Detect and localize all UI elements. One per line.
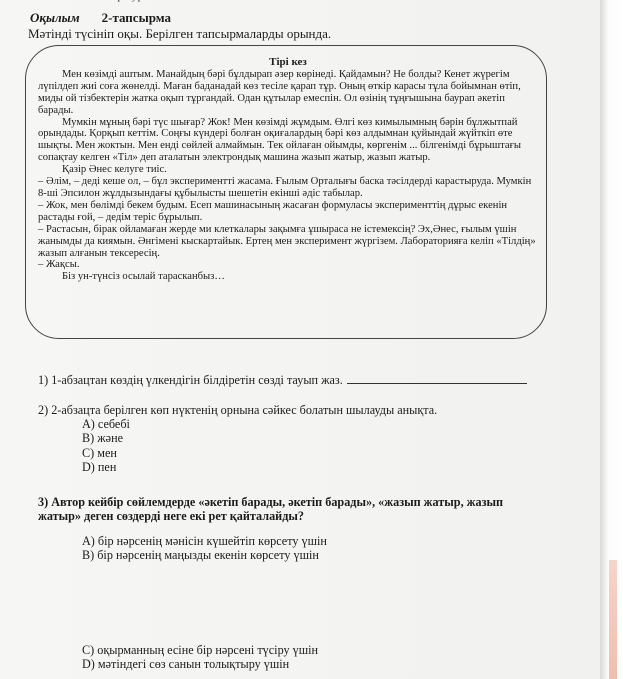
option-b: В) бір нәрсенің маңызды екенін көрсету үшін bbox=[82, 548, 319, 562]
question-1-text: 1) 1-абзацтан көздің үлкендігін білдіретін сөзді тауып жаз. bbox=[38, 373, 343, 387]
instruction-text: Мәтінді түсініп оқы. Берілген тапсырмаларды орында. bbox=[28, 26, 332, 41]
reading-paragraph: Мумкін мұның бәрі түс шығар? Жок! Мен көзімді жұмдым. Өлгі көз кимылымның бәрін бұлжытпай орындады. Қорқып кеттім. Соңғы күндері болған оқиғалардың бәрі көз алдымнан қуйындай жүйткіп өте шықты. Мен жоктын. Мен енді сөйлей алмаймын. Тек ойлаған ойымды, көргенім ... білгенімді бұрыштағы сопақтау келген «Тіл» деп аталатын электрондық машина жазып жатыр, жазып жатыр. bbox=[38, 116, 522, 164]
option-c: С) мен bbox=[82, 445, 117, 460]
reading-title: Тірі кез bbox=[269, 56, 307, 68]
question-1 bbox=[38, 373, 527, 387]
question-2-text: 2) 2-абзацта берілген көп нүктенің орнына сәйкес болатын шылауды анықта. bbox=[38, 403, 438, 417]
reading-paragraph: Қазір Әнес келуге тиіс. bbox=[62, 164, 167, 176]
reading-paragraph: – Растасын, бірак ойламаған жерде ми клеткалары зақымға ұшыраса не істемексің? Эх,Әнес, ғылым үшін жанымды да киямын. Әнгімені кыскартайык. Ертең мен эксперимент жүргізем. Лабораторияға келіп «Тілдің» жазып алғанын тексересің. bbox=[38, 223, 536, 259]
question-3-text: 3) Автор кейбір сөйлемдерде «әкетіп барады, әкетіп барады», «жазып жатыр, жазып жатыр» деген сөздерді неге екі рет қайталайды? bbox=[38, 495, 504, 524]
question-3-options-top bbox=[38, 534, 327, 562]
reading-paragraph: – Жақсы. bbox=[38, 259, 80, 271]
question-2 bbox=[38, 403, 437, 474]
option-d: D) мәтіндегі сөз санын толықтыру үшін bbox=[82, 657, 290, 671]
question-3 bbox=[38, 495, 518, 523]
section-name: Оқылым bbox=[30, 10, 80, 25]
page-edge-stripe bbox=[609, 560, 617, 679]
option-b: В) және bbox=[82, 431, 123, 446]
question-3-options-bottom bbox=[38, 643, 318, 671]
option-c: С) оқырманның есіне бір нәрсені түсіру үшін bbox=[82, 643, 319, 657]
section-header bbox=[30, 10, 171, 26]
option-d: D) пен bbox=[82, 459, 117, 474]
option-a: А) бір нәрсенің мәнісін күшейтіп көрсету үшін bbox=[82, 534, 327, 548]
answer-blank[interactable] bbox=[347, 373, 527, 384]
cut-off-top-line bbox=[40, 0, 248, 3]
reading-paragraph: – Әлім, – деді кеше ол, – бұл эксперименттi жасама. Ғылым Орталығы баска тәсілдерді карастыруда. Мумкін 8-ші Эпсилон жұлдызындағы құбылысты шешетін екінші әдіс табылар. bbox=[38, 176, 532, 199]
task-number: 2-тапсырма bbox=[101, 10, 172, 25]
reading-paragraph: Біз ун-түнсіз осылай тарасканбыз… bbox=[62, 271, 225, 283]
reading-paragraph: Мен көзімді аштым. Манайдың бәрі бұлдырап әзер көрінеді. Қайдамын? Не болды? Кенет жүрегім лүпілдеп жиі соға жөнелді. Маған баданадай көз тесіле қарап тұр. Оның өткір карасы тұла бойымнан өтіп, миды ой тізбектерін жатка оқып тұргандай. Одан құтылар емеспін. Ол өзінің тұңғышына баурап әкетіп барады. bbox=[38, 68, 521, 116]
reading-text bbox=[38, 57, 538, 283]
reading-paragraph: – Жок, мен бөлімді бекем будым. Есеп машинасының жасаған формуласы эксперименттің дұрыс екенін растады ғой, – дедім теріс бұрылып. bbox=[38, 199, 508, 223]
option-a: А) себебі bbox=[82, 417, 130, 432]
